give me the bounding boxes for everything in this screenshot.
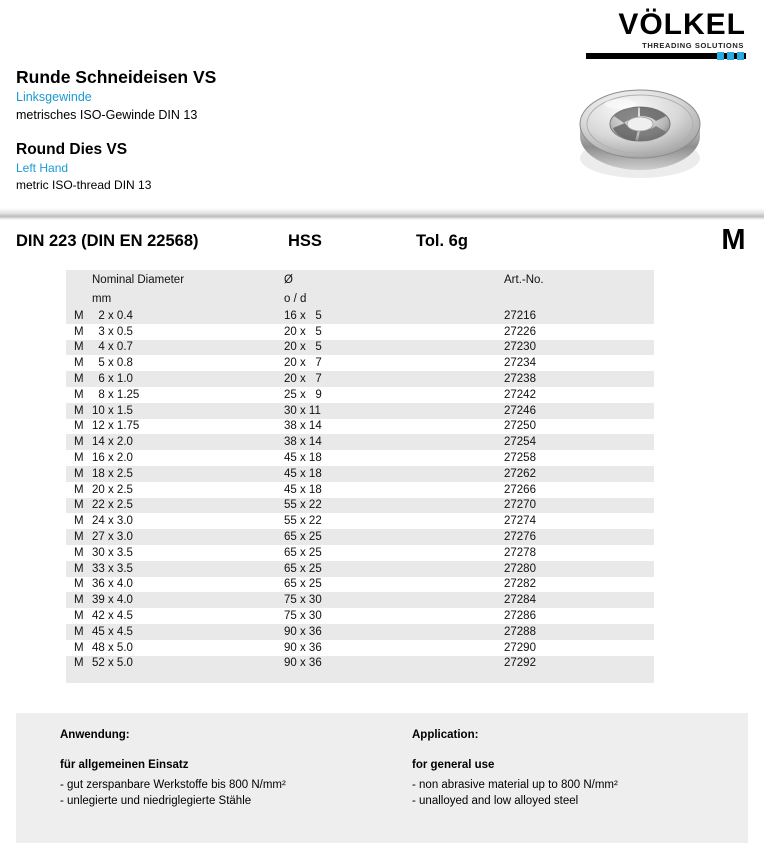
header-unit-mm: mm	[84, 289, 276, 308]
table-row	[66, 450, 654, 466]
table-footer-bar	[66, 671, 654, 683]
cell-art-no: 27216	[496, 308, 654, 324]
standard-material: HSS	[288, 232, 322, 250]
cell-thread-mark: M	[66, 355, 84, 371]
cell-outer-diameter: 45 x 18	[276, 482, 496, 498]
cell-thread-mark: M	[66, 434, 84, 450]
cell-outer-diameter: 65 x 25	[276, 577, 496, 593]
cell-nominal-diameter: 18 x 2.5	[84, 466, 276, 482]
cell-thread-mark: M	[66, 624, 84, 640]
specification-table	[66, 270, 654, 683]
cell-outer-diameter: 20 x 7	[276, 355, 496, 371]
cell-nominal-diameter: 5 x 0.8	[84, 355, 276, 371]
cell-art-no: 27284	[496, 592, 654, 608]
section-divider	[0, 208, 764, 220]
cell-outer-diameter: 65 x 25	[276, 545, 496, 561]
cell-nominal-diameter: 22 x 2.5	[84, 498, 276, 514]
cell-thread-mark: M	[66, 419, 84, 435]
application-heading-de: Anwendung:	[60, 729, 130, 741]
table-row	[66, 624, 654, 640]
logo-tagline: THREADING SOLUTIONS	[642, 41, 744, 50]
page-title-block	[16, 66, 436, 194]
cell-nominal-diameter: 33 x 3.5	[84, 561, 276, 577]
product-image	[556, 62, 724, 194]
application-line-de-1: - gut zerspanbare Werkstoffe bis 800 N/mm²	[60, 779, 286, 791]
page-subtitle-en: Left Hand	[16, 161, 69, 175]
cell-thread-mark: M	[66, 577, 84, 593]
header-blank-1	[66, 270, 84, 289]
cell-outer-diameter: 30 x 11	[276, 403, 496, 419]
thread-type-mark: M	[721, 224, 746, 256]
cell-outer-diameter: 38 x 14	[276, 434, 496, 450]
cell-outer-diameter: 75 x 30	[276, 592, 496, 608]
logo-wordmark: VÖLKEL	[618, 8, 746, 41]
header-art-no: Art.-No.	[496, 270, 654, 289]
cell-thread-mark: M	[66, 529, 84, 545]
application-english	[412, 727, 618, 809]
cell-art-no: 27286	[496, 608, 654, 624]
cell-outer-diameter: 20 x 5	[276, 324, 496, 340]
cell-art-no: 27250	[496, 419, 654, 435]
cell-nominal-diameter: 14 x 2.0	[84, 434, 276, 450]
logo-bar	[586, 53, 746, 59]
cell-outer-diameter: 90 x 36	[276, 640, 496, 656]
cell-nominal-diameter: 42 x 4.5	[84, 608, 276, 624]
header-blank-2	[66, 289, 84, 308]
cell-nominal-diameter: 8 x 1.25	[84, 387, 276, 403]
cell-nominal-diameter: 20 x 2.5	[84, 482, 276, 498]
cell-outer-diameter: 65 x 25	[276, 529, 496, 545]
cell-art-no: 27226	[496, 324, 654, 340]
table-row	[66, 308, 654, 324]
cell-thread-mark: M	[66, 482, 84, 498]
cell-outer-diameter: 20 x 7	[276, 371, 496, 387]
cell-thread-mark: M	[66, 340, 84, 356]
cell-art-no: 27282	[496, 577, 654, 593]
cell-outer-diameter: 75 x 30	[276, 608, 496, 624]
cell-thread-mark: M	[66, 308, 84, 324]
cell-outer-diameter: 25 x 9	[276, 387, 496, 403]
table-row	[66, 403, 654, 419]
cell-thread-mark: M	[66, 450, 84, 466]
cell-art-no: 27290	[496, 640, 654, 656]
application-line-en-2: - unalloyed and low alloyed steel	[412, 795, 579, 807]
cell-art-no: 27288	[496, 624, 654, 640]
table-header-row-2	[66, 289, 654, 308]
cell-nominal-diameter: 16 x 2.0	[84, 450, 276, 466]
table-row	[66, 482, 654, 498]
cell-nominal-diameter: 48 x 5.0	[84, 640, 276, 656]
cell-art-no: 27246	[496, 403, 654, 419]
cell-art-no: 27238	[496, 371, 654, 387]
header-blank-3	[496, 289, 654, 308]
cell-art-no: 27262	[496, 466, 654, 482]
cell-outer-diameter: 55 x 22	[276, 498, 496, 514]
cell-art-no: 27274	[496, 513, 654, 529]
cell-outer-diameter: 20 x 5	[276, 340, 496, 356]
cell-nominal-diameter: 4 x 0.7	[84, 340, 276, 356]
cell-nominal-diameter: 2 x 0.4	[84, 308, 276, 324]
table-header-row-1	[66, 270, 654, 289]
cell-nominal-diameter: 24 x 3.0	[84, 513, 276, 529]
cell-thread-mark: M	[66, 498, 84, 514]
header-diameter-symbol: Ø	[276, 270, 496, 289]
cell-outer-diameter: 45 x 18	[276, 466, 496, 482]
table-body	[66, 308, 654, 671]
cell-thread-mark: M	[66, 545, 84, 561]
cell-thread-mark: M	[66, 371, 84, 387]
table-row	[66, 608, 654, 624]
application-heading-en: Application:	[412, 729, 479, 741]
page-subtitle-de: Linksgewinde	[16, 90, 92, 104]
table-row	[66, 419, 654, 435]
cell-nominal-diameter: 39 x 4.0	[84, 592, 276, 608]
cell-nominal-diameter: 27 x 3.0	[84, 529, 276, 545]
cell-nominal-diameter: 36 x 4.0	[84, 577, 276, 593]
table-row	[66, 355, 654, 371]
table-row	[66, 592, 654, 608]
cell-art-no: 27276	[496, 529, 654, 545]
cell-art-no: 27278	[496, 545, 654, 561]
cell-art-no: 27230	[496, 340, 654, 356]
page-description-de: metrisches ISO-Gewinde DIN 13	[16, 108, 198, 122]
table-row	[66, 577, 654, 593]
cell-outer-diameter: 38 x 14	[276, 419, 496, 435]
cell-thread-mark: M	[66, 656, 84, 672]
cell-thread-mark: M	[66, 561, 84, 577]
cell-outer-diameter: 55 x 22	[276, 513, 496, 529]
table-row	[66, 371, 654, 387]
table-row	[66, 513, 654, 529]
cell-nominal-diameter: 30 x 3.5	[84, 545, 276, 561]
table-row	[66, 529, 654, 545]
application-line-en-1: - non abrasive material up to 800 N/mm²	[412, 779, 618, 791]
cell-art-no: 27270	[496, 498, 654, 514]
page-description-en: metric ISO-thread DIN 13	[16, 178, 152, 192]
table-row	[66, 324, 654, 340]
table-row	[66, 656, 654, 672]
cell-nominal-diameter: 6 x 1.0	[84, 371, 276, 387]
header-od-label: o / d	[276, 289, 496, 308]
cell-outer-diameter: 45 x 18	[276, 450, 496, 466]
cell-art-no: 27266	[496, 482, 654, 498]
brand-logo	[586, 10, 746, 59]
table-row	[66, 545, 654, 561]
cell-nominal-diameter: 12 x 1.75	[84, 419, 276, 435]
application-subheading-en: for general use	[412, 759, 495, 771]
application-panel	[16, 713, 748, 843]
application-german	[60, 727, 286, 809]
table-row	[66, 340, 654, 356]
cell-outer-diameter: 65 x 25	[276, 561, 496, 577]
cell-outer-diameter: 90 x 36	[276, 624, 496, 640]
table-row	[66, 640, 654, 656]
cell-thread-mark: M	[66, 640, 84, 656]
cell-art-no: 27258	[496, 450, 654, 466]
cell-outer-diameter: 90 x 36	[276, 656, 496, 672]
cell-nominal-diameter: 45 x 4.5	[84, 624, 276, 640]
cell-thread-mark: M	[66, 324, 84, 340]
standards-row	[16, 224, 748, 262]
application-subheading-de: für allgemeinen Einsatz	[60, 759, 189, 771]
table-row	[66, 498, 654, 514]
page-title-en: Round Dies VS	[16, 141, 128, 158]
cell-nominal-diameter: 52 x 5.0	[84, 656, 276, 672]
cell-art-no: 27292	[496, 656, 654, 672]
cell-thread-mark: M	[66, 466, 84, 482]
application-line-de-2: - unlegierte und niedriglegierte Stähle	[60, 795, 252, 807]
header-nominal-diameter: Nominal Diameter	[84, 270, 276, 289]
cell-nominal-diameter: 10 x 1.5	[84, 403, 276, 419]
cell-art-no: 27234	[496, 355, 654, 371]
page-title-de: Runde Schneideisen VS	[16, 67, 217, 87]
cell-outer-diameter: 16 x 5	[276, 308, 496, 324]
standard-tolerance: Tol. 6g	[416, 232, 468, 250]
logo-accent-dashes	[717, 52, 744, 60]
cell-art-no: 27254	[496, 434, 654, 450]
cell-art-no: 27242	[496, 387, 654, 403]
cell-thread-mark: M	[66, 513, 84, 529]
standard-din: DIN 223 (DIN EN 22568)	[16, 232, 199, 250]
cell-thread-mark: M	[66, 608, 84, 624]
table-row	[66, 466, 654, 482]
cell-thread-mark: M	[66, 387, 84, 403]
table-row	[66, 387, 654, 403]
cell-thread-mark: M	[66, 403, 84, 419]
table-row	[66, 561, 654, 577]
cell-nominal-diameter: 3 x 0.5	[84, 324, 276, 340]
cell-art-no: 27280	[496, 561, 654, 577]
table-row	[66, 434, 654, 450]
cell-thread-mark: M	[66, 592, 84, 608]
